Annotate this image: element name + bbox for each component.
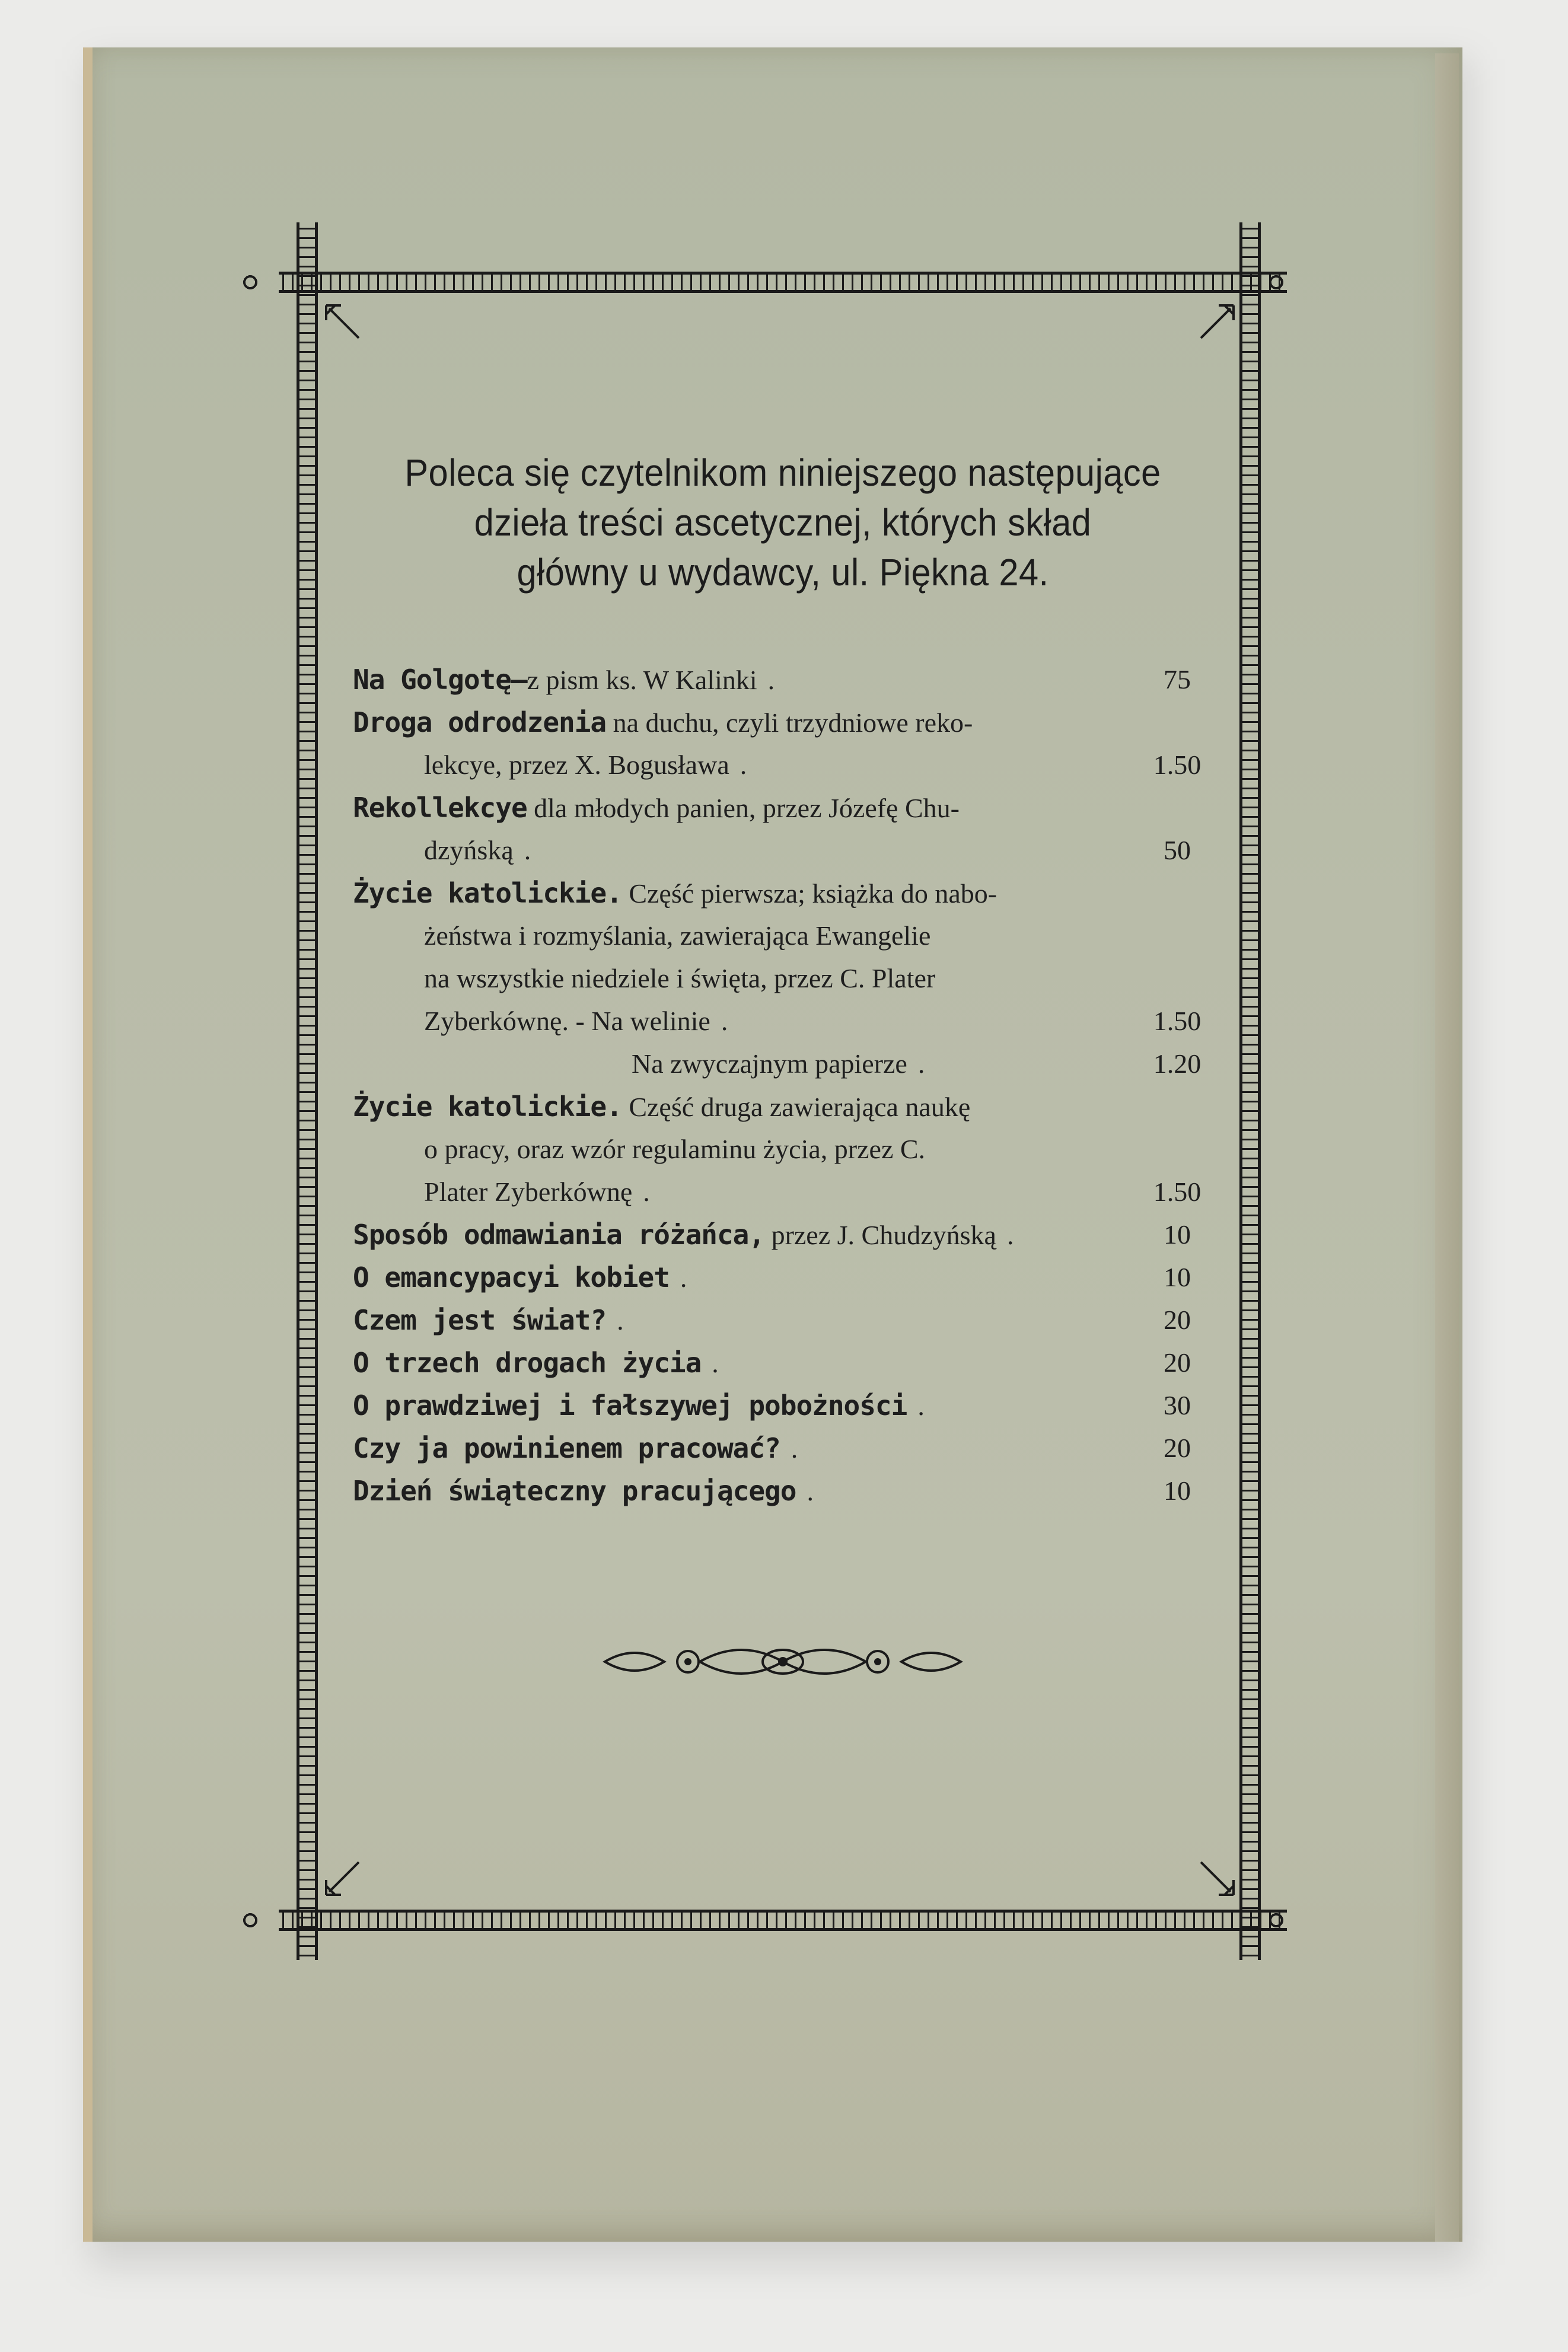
catalog-entry (353, 1384, 1213, 1427)
book-description: na wszystkie niedziele i święta, przez C. Plater (424, 963, 936, 993)
frame-top-rule (279, 272, 1287, 293)
book-description: Na zwyczajnym papierze (632, 1048, 907, 1079)
book-description: przez J. Chudzyńską (764, 1220, 996, 1250)
frame-left-rule (297, 222, 318, 1960)
catalog-entry (353, 1427, 1213, 1470)
frame-bottom-rule (279, 1910, 1287, 1931)
book-title: O prawdziwej i fałszywej pobożności (353, 1389, 907, 1422)
entry-line (353, 1256, 1213, 1299)
entry-line (353, 1427, 1213, 1470)
frame-loop-ornament (243, 1910, 297, 1931)
book-price: 1.50 (1153, 750, 1202, 780)
book-description: Zyberkównę. - Na welinie (424, 1006, 710, 1036)
entry-line (353, 872, 1213, 914)
book-title: O emancypacyi kobiet (353, 1261, 670, 1293)
book-title: Życie katolickie. (353, 1091, 622, 1123)
book-description: Plater Zyberkównę (424, 1177, 633, 1207)
book-title: Życie katolickie. (353, 877, 622, 909)
catalog-entry (353, 658, 1213, 701)
fleuron-ornament-icon (599, 1632, 967, 1691)
book-price: 1.50 (1153, 1006, 1202, 1036)
entry-line (353, 829, 1213, 872)
book-price: 20 (1164, 1305, 1191, 1335)
book-title: Dzień świąteczny pracującego (353, 1475, 796, 1507)
corner-ornament-icon (323, 1850, 371, 1898)
entry-line (353, 1341, 1213, 1384)
book-catalog-list (353, 658, 1213, 1512)
book-description: dla młodych panien, przez Józefę Chu- (527, 793, 960, 823)
book-title: Czy ja powinienem pracować? (353, 1432, 780, 1464)
book-title: Na Golgotę— (353, 664, 527, 696)
catalog-entry (353, 701, 1213, 786)
catalog-entry (353, 872, 1213, 1085)
leader-dots: . (917, 1048, 941, 1079)
book-title: Czem jest świat? (353, 1304, 607, 1336)
book-price: 20 (1164, 1347, 1191, 1378)
leader-dots: . (680, 1263, 703, 1293)
entry-line (353, 914, 1213, 957)
catalog-entry (353, 1256, 1213, 1299)
heading-line: dzieła treści ascetycznej, których skład (474, 501, 1092, 544)
entry-line (353, 1384, 1213, 1427)
book-description: lekcye, przez X. Bogusława (424, 750, 729, 780)
entry-line (353, 1213, 1213, 1256)
frame-right-rule (1239, 222, 1261, 1960)
leader-dots: . (767, 665, 791, 695)
entry-line (353, 1043, 1213, 1085)
book-title: Sposób odmawiania różańca, (353, 1219, 765, 1251)
book-title: Rekollekcye (353, 792, 527, 824)
leader-dots: . (721, 1006, 744, 1036)
entry-line (353, 1085, 1213, 1128)
corner-ornament-icon (1189, 1850, 1236, 1898)
entry-line (353, 744, 1213, 786)
catalog-entry (353, 1213, 1213, 1256)
frame-loop-ornament (1269, 272, 1322, 293)
book-description: Część pierwsza; książka do nabo- (622, 878, 997, 909)
catalog-heading (364, 448, 1202, 597)
catalog-entry (353, 1299, 1213, 1341)
catalog-entry (353, 1341, 1213, 1384)
leader-dots: . (917, 1391, 940, 1421)
book-price: 10 (1164, 1262, 1191, 1292)
entry-line (353, 1171, 1213, 1213)
heading-line: główny u wydawcy, ul. Piękna 24. (517, 551, 1049, 594)
entry-line (353, 701, 1213, 744)
leader-dots: . (712, 1348, 734, 1378)
heading-line: Poleca się czytelnikom niniejszego następujące (404, 451, 1161, 494)
book-price: 20 (1164, 1433, 1191, 1463)
book-price: 75 (1164, 664, 1191, 694)
entry-line (353, 1000, 1213, 1043)
entry-line (353, 957, 1213, 1000)
leader-dots: . (524, 835, 547, 865)
leader-dots: . (1006, 1220, 1030, 1250)
book-description: żeństwa i rozmyślania, zawierająca Ewangelie (424, 920, 931, 951)
leader-dots: . (791, 1433, 814, 1464)
book-price: 1.20 (1153, 1048, 1202, 1079)
book-title: O trzech drogach życia (353, 1347, 702, 1379)
book-description: Część druga zawierająca naukę (622, 1092, 971, 1122)
catalog-entry (353, 1470, 1213, 1512)
book-price: 1.50 (1153, 1177, 1202, 1207)
leader-dots: . (617, 1305, 639, 1336)
corner-ornament-icon (323, 302, 371, 350)
book-description: o pracy, oraz wzór regulaminu życia, przez C. (424, 1134, 926, 1164)
book-price: 30 (1164, 1390, 1191, 1420)
entry-line (353, 658, 1213, 701)
leader-dots: . (643, 1177, 665, 1207)
catalog-entry (353, 786, 1213, 872)
catalog-entry (353, 1085, 1213, 1213)
entry-line (353, 1470, 1213, 1512)
book-description: na duchu, czyli trzydniowe reko- (606, 707, 973, 738)
book-description: dzyńską (424, 835, 514, 865)
book-price: 50 (1164, 835, 1191, 865)
corner-ornament-icon (1189, 302, 1236, 350)
page-edge (1435, 53, 1459, 2242)
book-description: z pism ks. W Kalinki (527, 665, 757, 695)
entry-line (353, 1128, 1213, 1171)
entry-line (353, 786, 1213, 829)
entry-line (353, 1299, 1213, 1341)
book-price: 10 (1164, 1475, 1191, 1506)
book-price: 10 (1164, 1219, 1191, 1250)
frame-loop-ornament (243, 272, 297, 293)
leader-dots: . (740, 750, 763, 780)
frame-loop-ornament (1269, 1910, 1322, 1931)
leader-dots: . (807, 1476, 829, 1506)
book-title: Droga odrodzenia (353, 706, 607, 738)
